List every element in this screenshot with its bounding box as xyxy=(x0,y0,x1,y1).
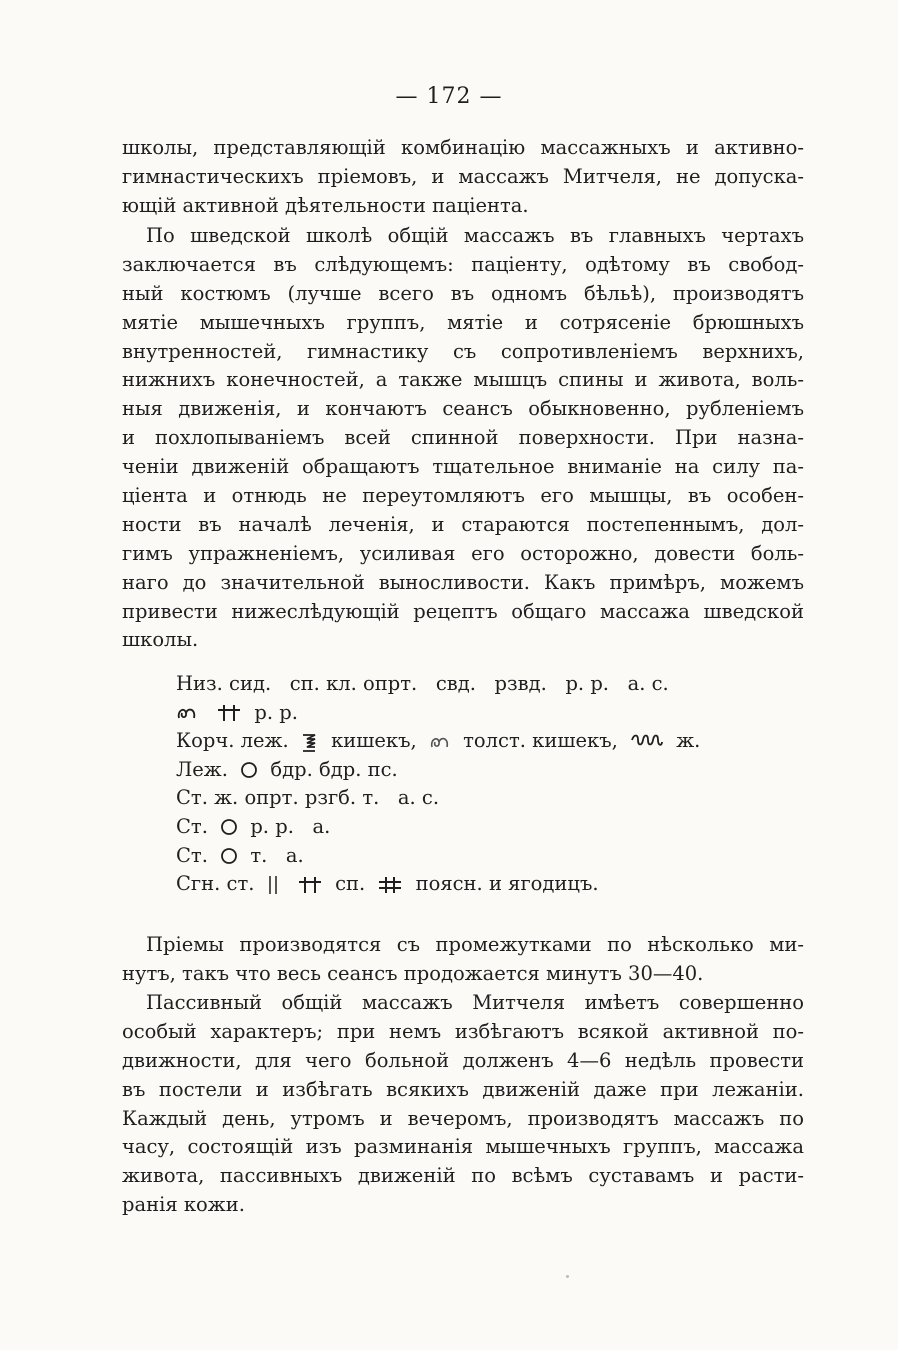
recipe-line-3 xyxy=(176,727,700,756)
text-line: школы. xyxy=(122,628,199,652)
text-line: ціента и отнюдь не переутомляютъ его мышцы, въ особен- xyxy=(122,484,804,508)
vibration-symbol-icon xyxy=(301,727,319,756)
text-line: часу, состоящій изъ разминанія мышечныхъ группъ, массажа xyxy=(122,1135,804,1159)
recipe-text: Леж. xyxy=(176,757,228,781)
hash-symbol-icon xyxy=(377,870,403,899)
circle-symbol-icon xyxy=(220,842,238,871)
text-line: наго до значительной выносливости. Какъ примѣръ, можемъ xyxy=(122,570,804,594)
recipe-line-8 xyxy=(176,870,700,899)
paragraph-4 xyxy=(122,989,804,1220)
recipe-text: кишекъ, xyxy=(331,729,417,753)
paragraph-2 xyxy=(122,222,804,655)
text-line: ный костюмъ (лучше всего въ одномъ бѣльѣ), производятъ xyxy=(122,281,804,305)
text-line: нутъ, такъ что весь сеансъ продожается минутъ 30—40. xyxy=(122,961,704,985)
text-line: внутренностей, гимнастику съ сопротивленіемъ верхнихъ, xyxy=(122,339,804,363)
text-line: ности въ началѣ леченія, и стараются постепеннымъ, дол- xyxy=(122,512,804,536)
massage-recipe xyxy=(176,670,700,899)
paper-speck xyxy=(566,1275,569,1278)
text-line: особый характеръ; при немъ избѣгаютъ всякой активной по- xyxy=(122,1019,804,1043)
recipe-line-7 xyxy=(176,842,700,871)
recipe-line-5: Ст. ж. опрт. рзгб. т. а. с. xyxy=(176,786,440,810)
kneading-symbol-icon xyxy=(429,727,451,756)
paragraph-3 xyxy=(122,931,804,989)
kneading-symbol-icon xyxy=(176,699,198,728)
recipe-line-6 xyxy=(176,813,700,842)
recipe-text: поясн. и ягодицъ. xyxy=(415,872,599,896)
text-line: гимнастическихъ пріемовъ, и массажъ Митчеля, не допуска- xyxy=(122,164,804,188)
text-line: движности, для чего больной долженъ 4—6 недѣль провести xyxy=(122,1048,804,1072)
double-cross-symbol-icon xyxy=(216,699,242,728)
text-line: Пріемы производятся съ промежутками по нѣсколько ми- xyxy=(146,933,804,956)
text-line: ныя движенія, и кончаютъ сеансъ обыкновенно, рубленіемъ xyxy=(122,397,804,421)
text-line: живота, пассивныхъ движеній по всѣмъ суставамъ и расти- xyxy=(122,1164,804,1188)
double-cross-symbol-icon xyxy=(297,870,323,899)
text-line: ченіи движеній обращаютъ тщательное вниманіе на силу па- xyxy=(122,455,804,479)
recipe-text: сп. xyxy=(335,872,366,896)
recipe-text: бдр. бдр. пс. xyxy=(270,757,398,781)
text-line: заключается въ слѣдующемъ: паціенту, одѣтому въ свобод- xyxy=(122,252,804,276)
recipe-text: Сгн. ст. xyxy=(176,872,255,896)
text-line: ющій активной дѣятельности паціента. xyxy=(122,193,529,217)
recipe-text: Ст. xyxy=(176,843,208,867)
text-line: школы, представляющій комбинацію массажныхъ и активно- xyxy=(122,136,804,159)
text-line: нижнихъ конечностей, а также мышцъ спины и живота, воль- xyxy=(122,368,804,392)
recipe-line-2 xyxy=(176,699,700,728)
text-line: мятіе мышечныхъ группъ, мятіе и сотрясеніе брюшныхъ xyxy=(122,310,804,334)
recipe-text: ж. xyxy=(676,729,701,753)
circle-symbol-icon xyxy=(220,813,238,842)
text-line: привести нижеслѣдующій рецептъ общаго массажа шведской xyxy=(122,599,804,623)
text-line: и похлопываніемъ всей спинной поверхности. При назна- xyxy=(122,426,804,450)
recipe-line-4 xyxy=(176,756,700,785)
text-line: По шведской школѣ общій массажъ въ главныхъ чертахъ xyxy=(146,224,804,247)
recipe-text: т. а. xyxy=(250,843,304,867)
circle-symbol-icon xyxy=(240,756,258,785)
text-line: гимъ упражненіемъ, усиливая его осторожно, довести боль- xyxy=(122,541,804,565)
page-number: — 172 — xyxy=(395,84,503,109)
text-line: ранія кожи. xyxy=(122,1193,245,1217)
text-line: Пассивный общій массажъ Митчеля имѣетъ совершенно xyxy=(146,991,804,1014)
spiral-symbol-icon xyxy=(630,727,664,756)
paragraph-1 xyxy=(122,134,804,221)
recipe-line-1: Низ. сид. сп. кл. опрт. свд. рзвд. р. р. а. с. xyxy=(176,672,669,695)
recipe-text: Ст. xyxy=(176,814,208,838)
recipe-text: р. р. xyxy=(254,700,298,724)
double-bar-symbol-icon xyxy=(267,870,279,899)
recipe-text: толст. кишекъ, xyxy=(463,729,618,753)
recipe-text: Корч. леж. xyxy=(176,729,289,753)
text-line: въ постели и избѣгать всякихъ движеній даже при лежаніи. xyxy=(122,1077,804,1101)
recipe-text: р. р. а. xyxy=(250,814,331,838)
text-line: Каждый день, утромъ и вечеромъ, производятъ массажъ по xyxy=(122,1106,804,1130)
